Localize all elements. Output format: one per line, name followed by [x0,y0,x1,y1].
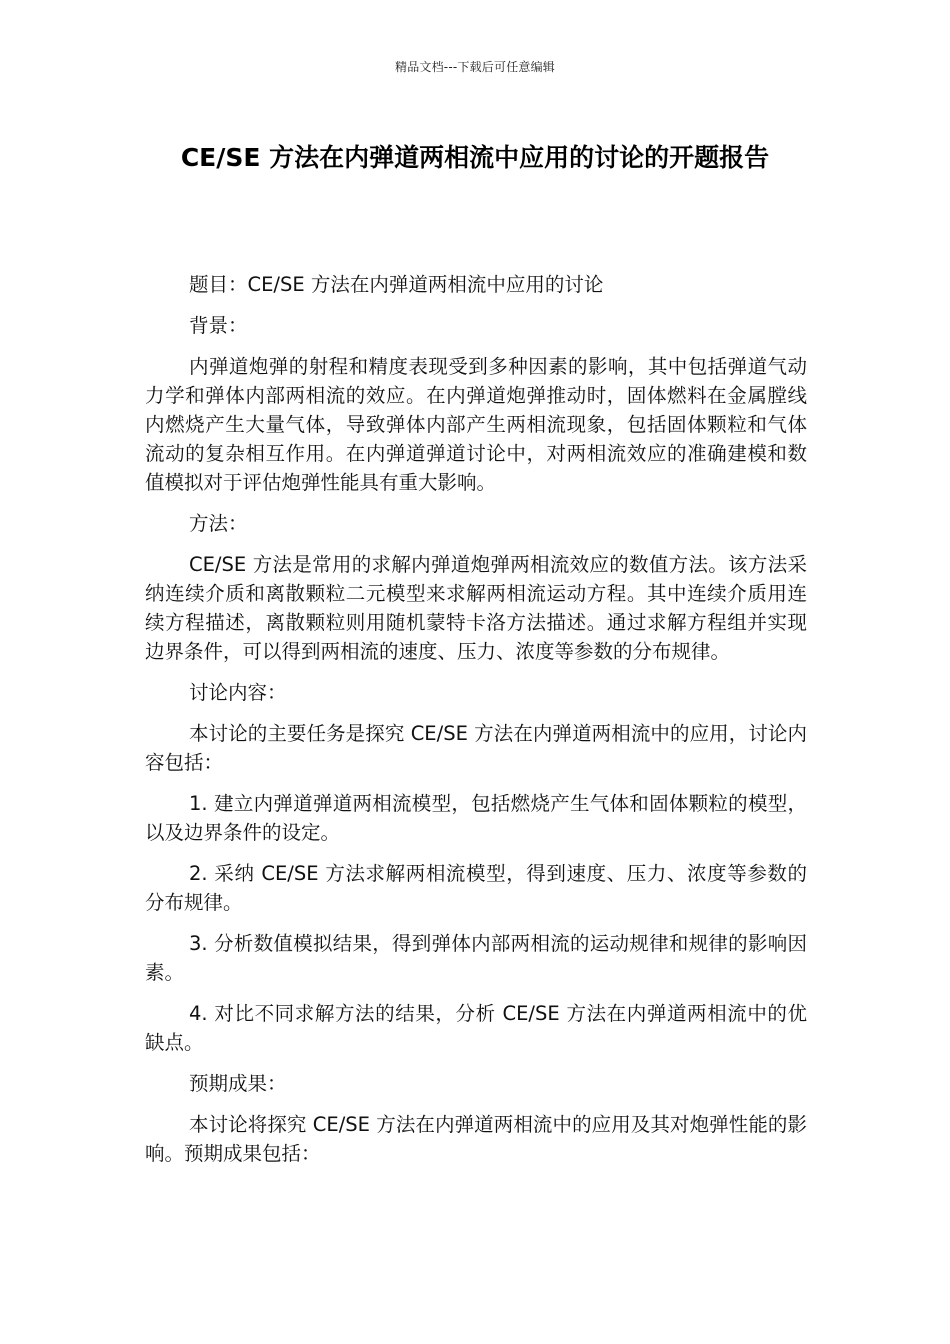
method-heading: 方法： [189,512,248,535]
topic-line: 题目：CE/SE 方法在内弹道两相流中应用的讨论 [189,273,604,296]
page-header-note: 精品文档---下载后可任意编辑 [395,60,555,74]
document-body [145,270,807,1180]
background-paragraph: 内弹道炮弹的射程和精度表现受到多种因素的影响，其中包括弹道气动力学和弹体内部两相流的效应。在内弹道炮弹推动时，固体燃料在金属膛线内燃烧产生大量气体，导致弹体内部产生两相流现象，包括固体颗粒和气体流动的复杂相互作用。在内弹道弹道讨论中，对两相流效应的准确建模和数值模拟对于评估炮弹性能具有重大影响。 [145,355,807,494]
discussion-item-1: 1. 建立内弹道弹道两相流模型，包括燃烧产生气体和固体颗粒的模型，以及边界条件的设定。 [145,792,807,844]
discussion-item-4: 4. 对比不同求解方法的结果，分析 CE/SE 方法在内弹道两相流中的优缺点。 [145,1002,807,1054]
discussion-intro: 本讨论的主要任务是探究 CE/SE 方法在内弹道两相流中的应用，讨论内容包括： [145,722,807,774]
document-title: CE/SE 方法在内弹道两相流中应用的讨论的开题报告 [180,143,770,172]
method-paragraph: CE/SE 方法是常用的求解内弹道炮弹两相流效应的数值方法。该方法采纳连续介质和离散颗粒二元模型来求解两相流运动方程。其中连续介质用连续方程描述，离散颗粒则用随机蒙特卡洛方法描述。通过求解方程组并实现边界条件，可以得到两相流的速度、压力、浓度等参数的分布规律。 [145,553,807,663]
discussion-item-3: 3. 分析数值模拟结果，得到弹体内部两相流的运动规律和规律的影响因素。 [145,932,807,984]
background-heading: 背景： [189,314,248,337]
expected-results-paragraph: 本讨论将探究 CE/SE 方法在内弹道两相流中的应用及其对炮弹性能的影响。预期成果包括： [145,1113,807,1165]
discussion-heading: 讨论内容： [189,681,287,704]
expected-results-heading: 预期成果： [189,1072,287,1095]
discussion-item-2: 2. 采纳 CE/SE 方法求解两相流模型，得到速度、压力、浓度等参数的分布规律。 [145,862,807,914]
